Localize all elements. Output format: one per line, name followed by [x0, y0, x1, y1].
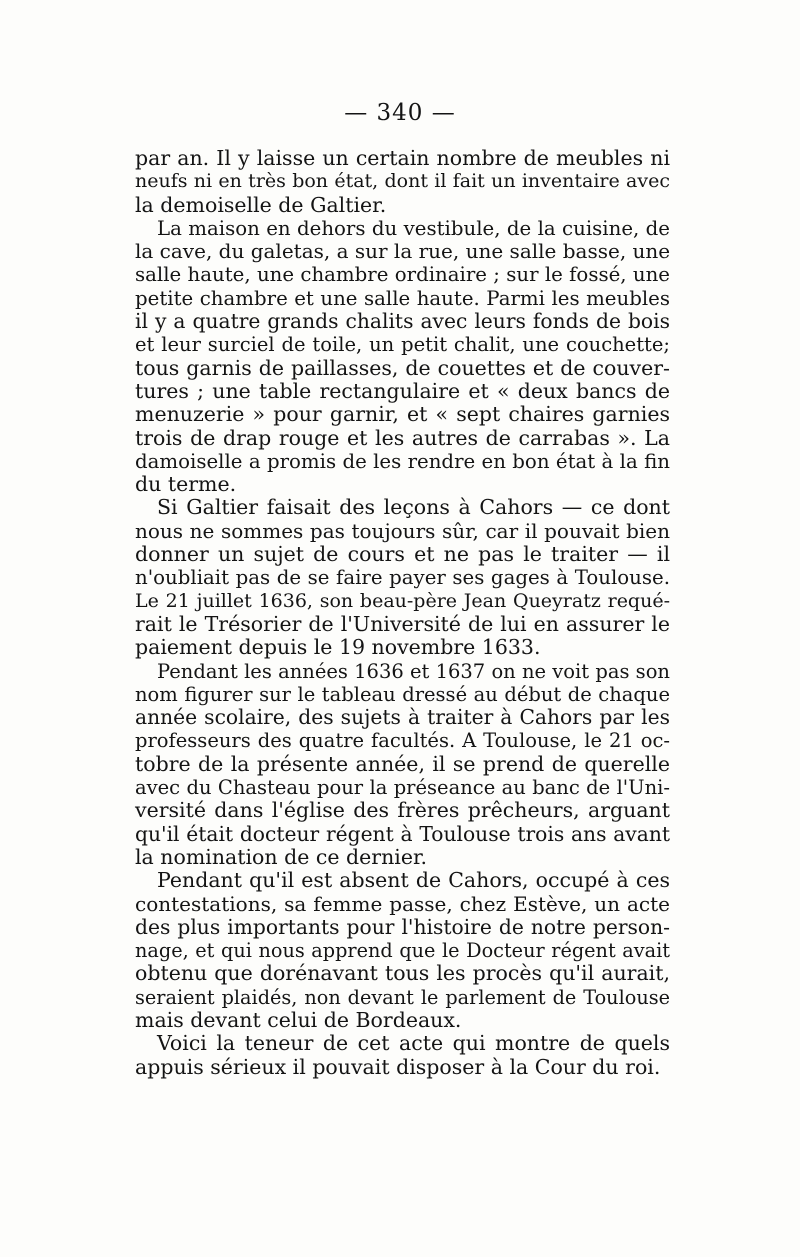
text-line: professeurs des quatre facultés. A Toulouse, le 21 oc-	[135, 729, 670, 753]
text-line: des plus importants pour l'histoire de notre person-	[135, 914, 670, 939]
text-line: avec du Chasteau pour la préseance au banc de l'Uni-	[135, 776, 670, 800]
text-line: versité dans l'église des frères prêcheurs, arguant	[135, 798, 670, 823]
text-line: tous garnis de paillasses, de couettes et de couver-	[135, 355, 670, 380]
text-line: tobre de la présente année, il se prend de querelle	[135, 751, 670, 776]
paragraph	[135, 217, 670, 497]
paragraph	[135, 496, 670, 659]
paragraph	[135, 869, 670, 1032]
text-line: qu'il était docteur régent à Toulouse trois ans avant	[135, 821, 670, 846]
text-line: tures ; une table rectangulaire et « deux bancs de	[135, 378, 670, 403]
text-line: mais devant celui de Bordeaux.	[135, 1007, 462, 1032]
text-line: la cave, du galetas, a sur la rue, une salle basse, une	[135, 239, 671, 264]
text-line: seraient plaidés, non devant le parlement de Toulouse	[135, 985, 670, 1009]
text-line: donner un sujet de cours et ne pas le traiter — il	[135, 542, 670, 567]
page-number: — 340 —	[344, 100, 456, 126]
body-text	[135, 147, 670, 1079]
paragraph	[135, 1032, 670, 1079]
text-line: menuzerie » pour garnir, et « sept chaires garnies	[135, 402, 670, 427]
text-line: année scolaire, des sujets à traiter à Cahors par les	[135, 705, 670, 730]
text-line: paiement depuis le 19 novembre 1633.	[135, 635, 541, 660]
text-line: obtenu que dorénavant tous les procès qu'il aurait,	[135, 961, 670, 986]
paragraph	[135, 660, 670, 870]
text-line: La maison en dehors du vestibule, de la cuisine, de	[157, 216, 670, 240]
text-line: il y a quatre grands chalits avec leurs fonds de bois	[135, 309, 670, 334]
text-line: rait le Trésorier de l'Université de lui en assurer le	[135, 611, 670, 636]
text-line: par an. Il y laisse un certain nombre de meubles ni	[135, 146, 670, 170]
text-line: neufs ni en très bon état, dont il fait un inventaire avec	[135, 170, 670, 193]
text-line: nage, et qui nous apprend que le Docteur régent avait	[135, 939, 670, 963]
text-line: Pendant qu'il est absent de Cahors, occupé à ces	[157, 868, 670, 893]
text-line: appuis sérieux il pouvait disposer à la Cour du roi.	[135, 1054, 661, 1079]
text-line: contestations, sa femme passe, chez Estève, un acte	[135, 891, 670, 916]
paragraph	[135, 147, 670, 217]
text-line: et leur surciel de toile, un petit chalit, une couchette;	[135, 333, 670, 357]
text-line: nom figurer sur le tableau dressé au début de chaque	[135, 682, 670, 706]
text-line: petite chambre et une salle haute. Parmi les meubles	[135, 286, 670, 310]
text-line: trois de drap rouge et les autres de carrabas ». La	[135, 425, 670, 450]
text-line: la nomination de ce dernier.	[135, 844, 428, 869]
text-line: nous ne sommes pas toujours sûr, car il pouvait bien	[135, 518, 670, 543]
text-line: du terme.	[135, 472, 237, 497]
text-line: la demoiselle de Galtier.	[135, 192, 387, 217]
text-line: salle haute, une chambre ordinaire ; sur le fossé, une	[135, 263, 670, 287]
text-line: Le 21 juillet 1636, son beau-père Jean Queyratz requé-	[135, 589, 670, 612]
text-line: Voici la teneur de cet acte qui montre de quels	[157, 1031, 670, 1056]
text-line: damoiselle a promis de les rendre en bon état à la fin	[135, 449, 670, 473]
text-line: Pendant les années 1636 et 1637 on ne voit pas son	[157, 659, 670, 683]
text-line: Si Galtier faisait des leçons à Cahors — ce dont	[157, 495, 670, 520]
text-line: n'oubliait pas de se faire payer ses gages à Toulouse.	[135, 566, 670, 590]
